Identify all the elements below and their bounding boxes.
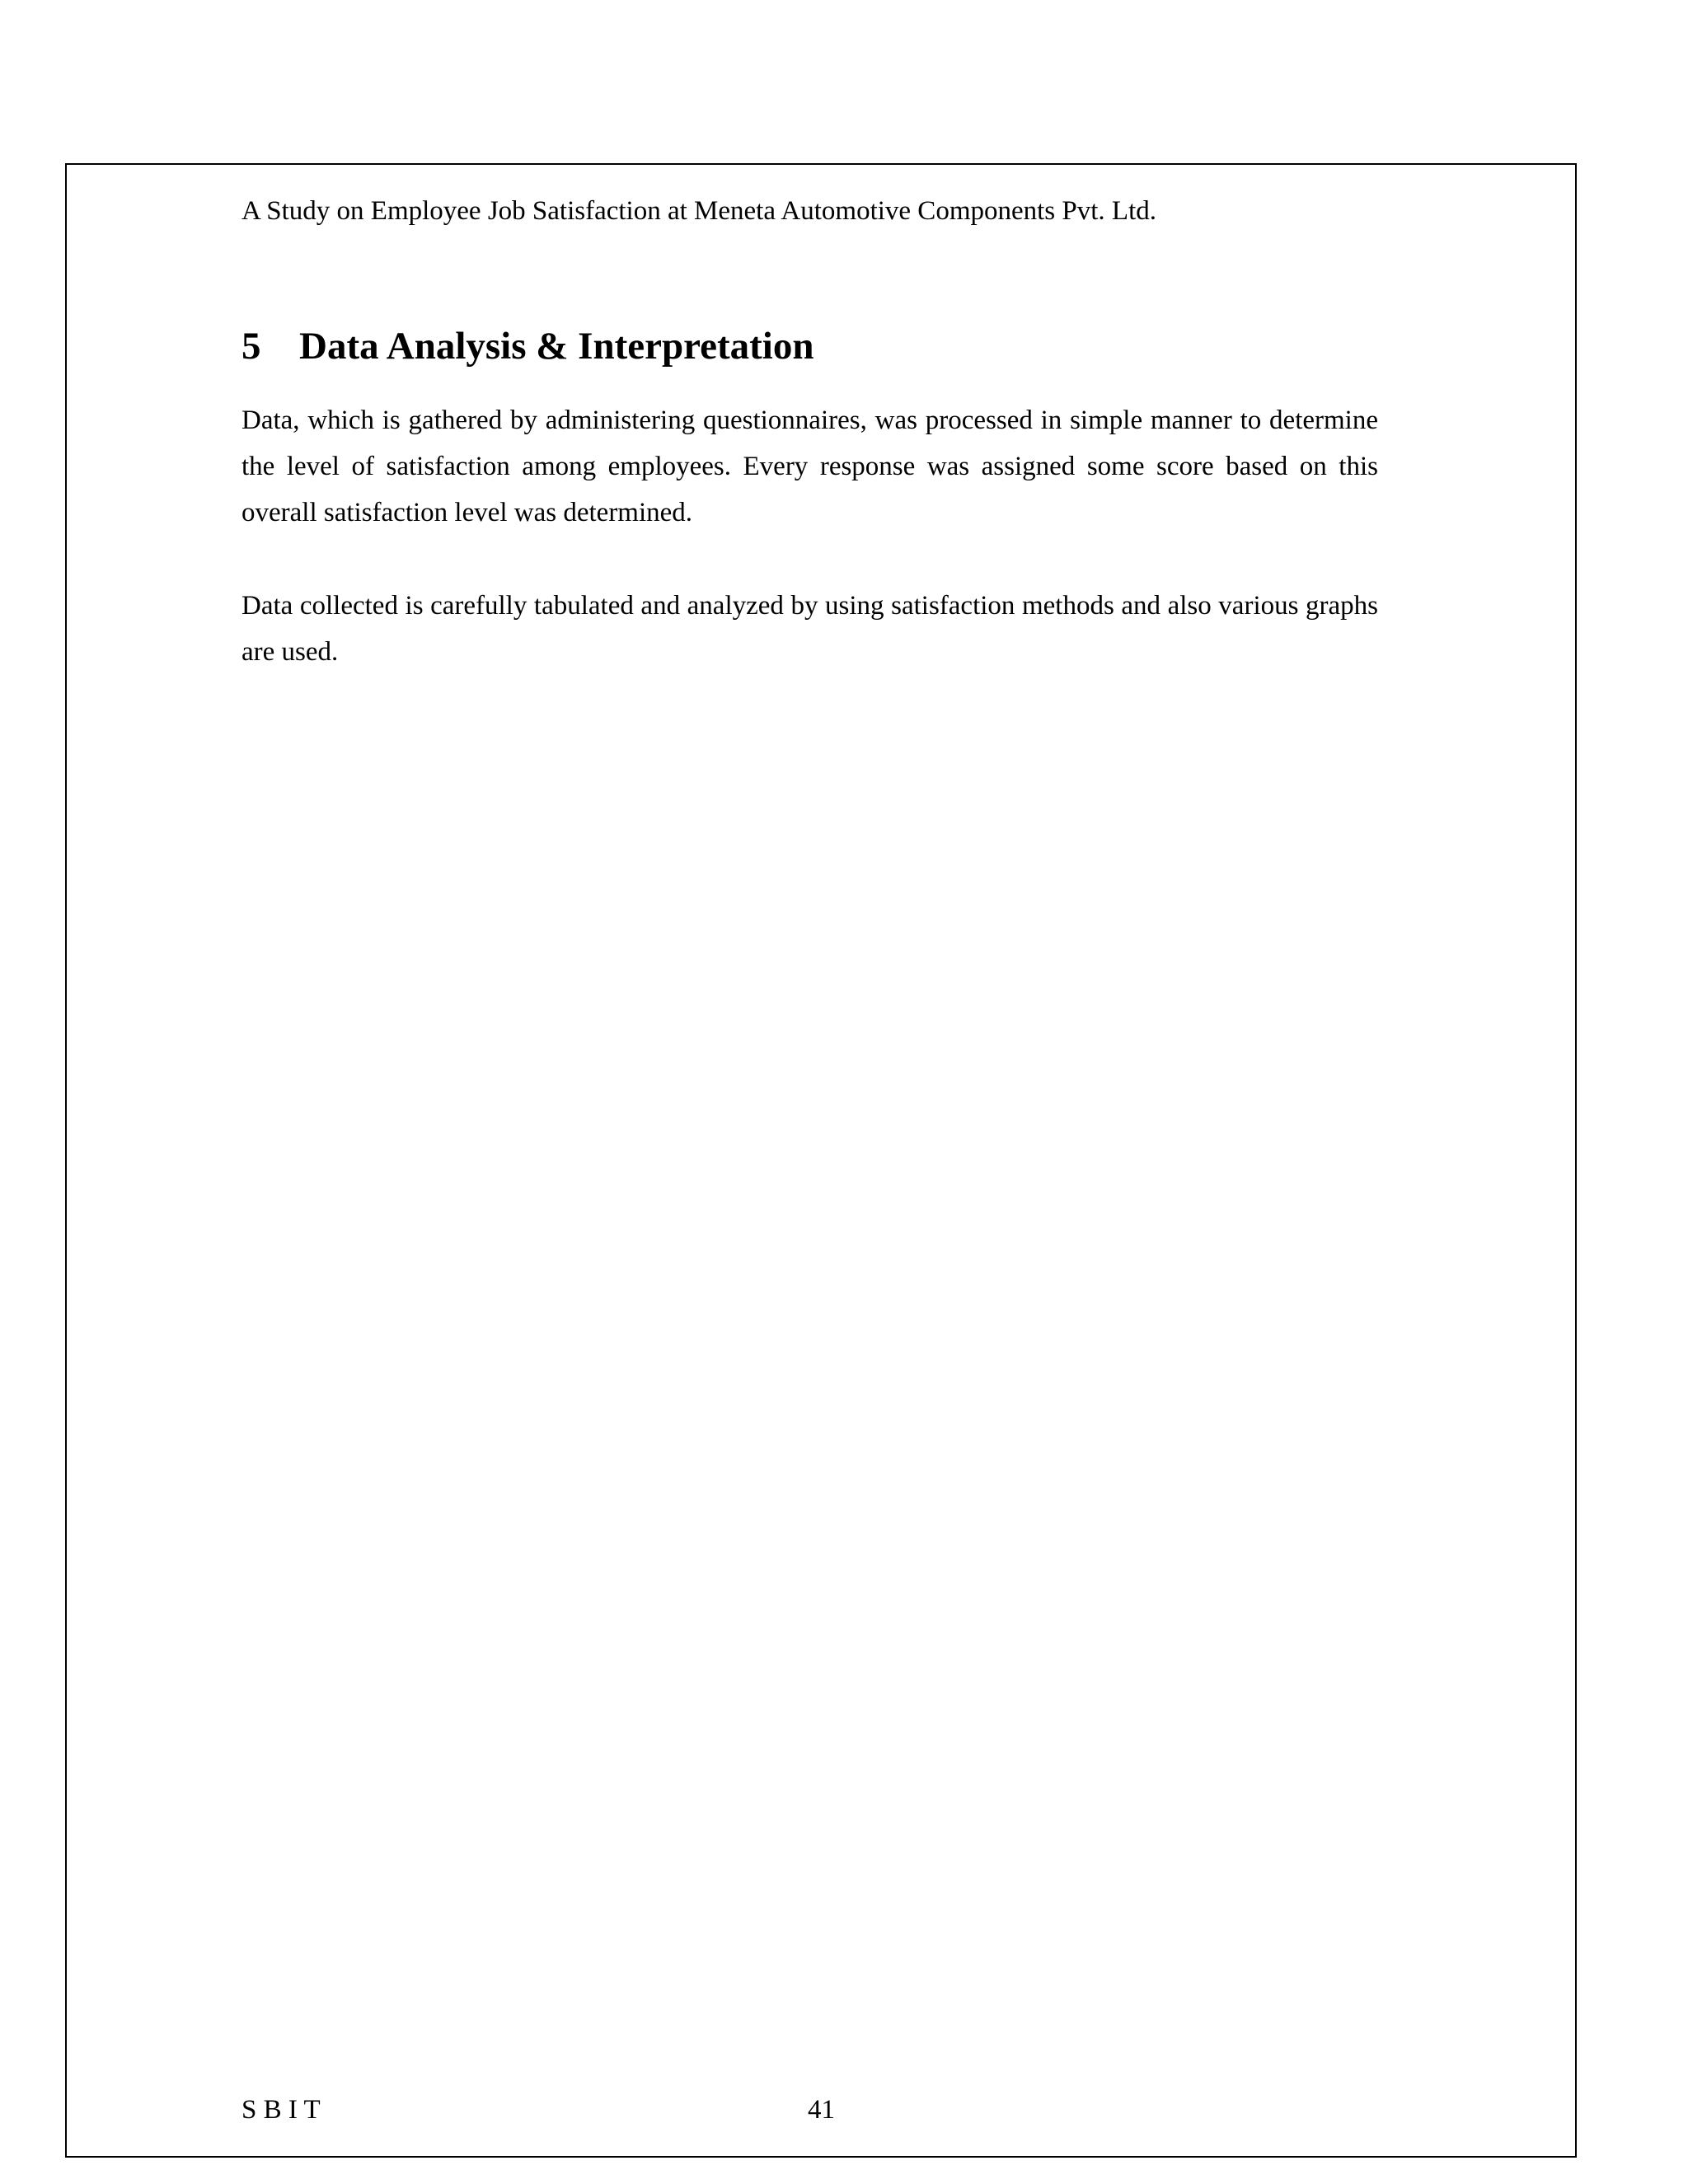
section-title: Data Analysis & Interpretation: [299, 325, 814, 368]
body-paragraph-1: Data, which is gathered by administering questionnaires, was processed in simple manner to determine the level of satisfaction among employees. Every response was assigned some score based on this overall satisfaction level was determined.: [241, 405, 1378, 527]
footer-institution: S B I T: [241, 2095, 321, 2125]
body-paragraph-2: Data collected is carefully tabulated and analyzed by using satisfaction methods and also various graphs are used.: [241, 591, 1378, 667]
running-header: A Study on Employee Job Satisfaction at Meneta Automotive Components Pvt. Ltd.: [241, 196, 1156, 226]
page-number: 41: [808, 2095, 835, 2125]
section-number: 5: [241, 325, 261, 368]
section-heading: [241, 323, 814, 369]
